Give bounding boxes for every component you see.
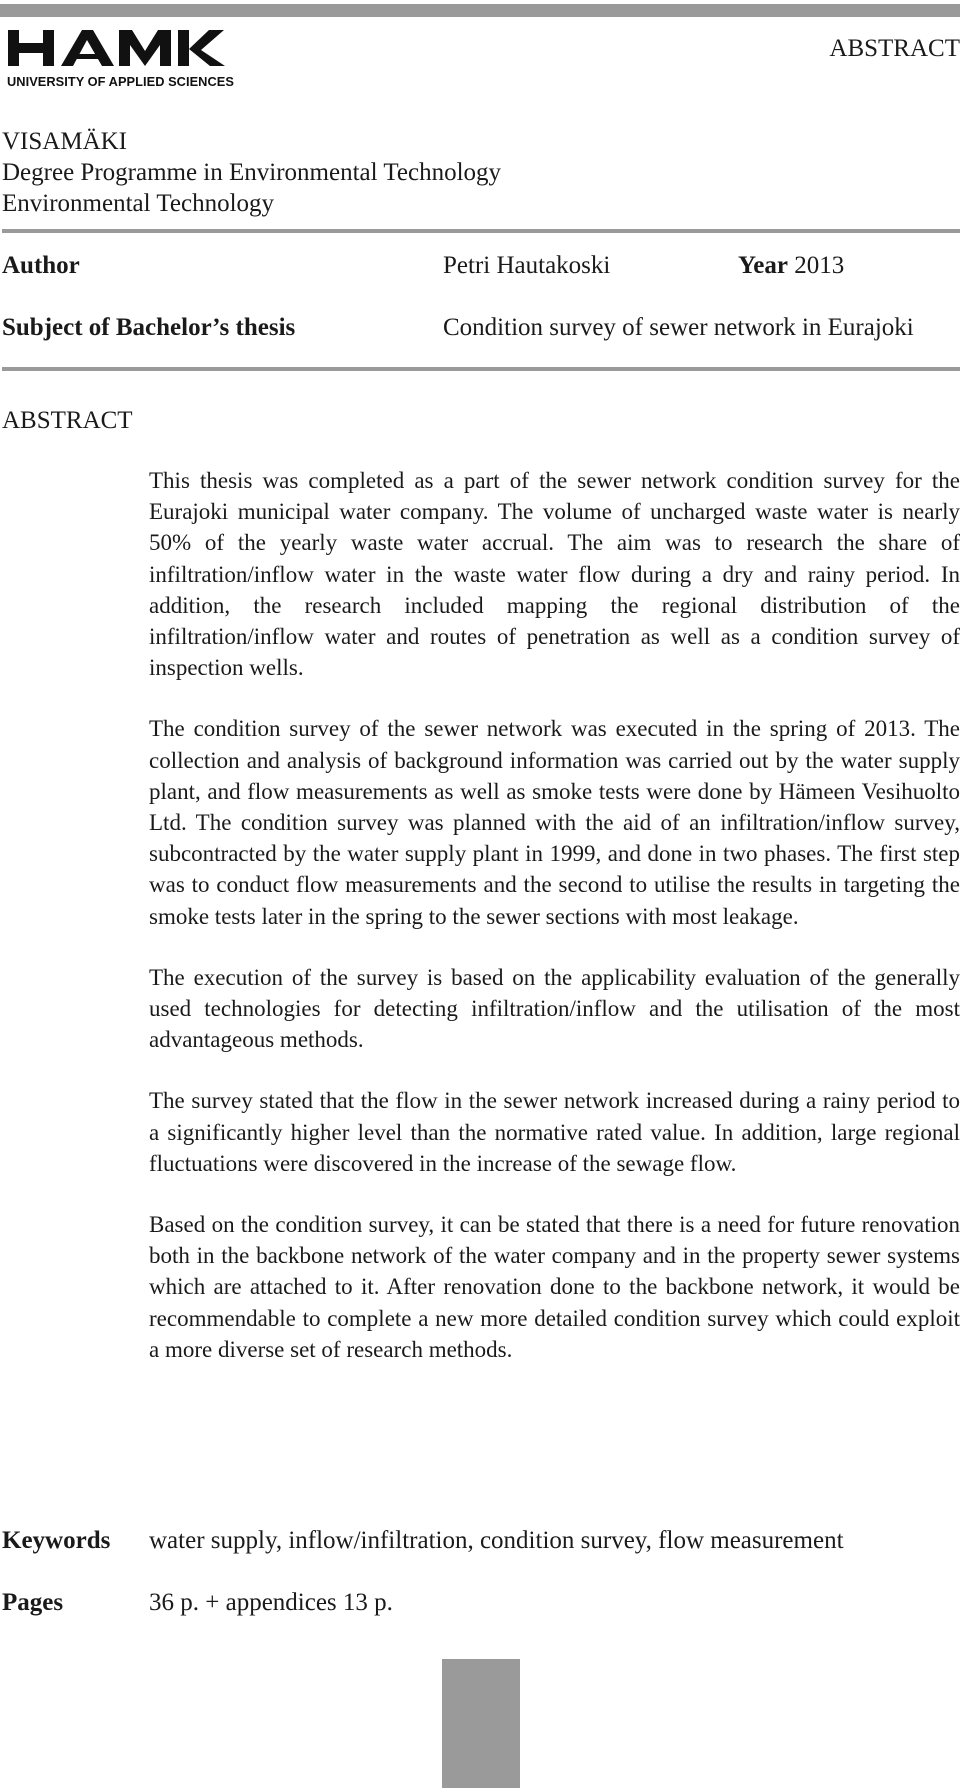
campus-name: VISAMÄKI	[2, 128, 127, 155]
year-field	[738, 252, 844, 280]
author-label: Author	[2, 252, 80, 279]
year-label: Year	[738, 252, 788, 279]
divider-top	[2, 229, 960, 233]
degree-programme: Degree Programme in Environmental Technology	[2, 159, 502, 186]
pages-label: Pages	[2, 1589, 64, 1616]
footer-gray-block	[442, 1659, 520, 1788]
logo-subtitle: UNIVERSITY OF APPLIED SCIENCES	[7, 74, 234, 89]
hamk-logo	[5, 27, 255, 91]
abstract-paragraph: The survey stated that the flow in the sewer network increased during a rainy period to a significantly higher level than the normative rated value. In addition, large regional fluctuations were discovered in the increase of the sewage flow.	[149, 1088, 960, 1176]
divider-bottom	[2, 367, 960, 371]
abstract-paragraph: The condition survey of the sewer network was executed in the spring of 2013. The collection and analysis of background information was carried out by the water supply plant, and flow measurements as well as smoke tests were done by Hämeen Vesihuolto Ltd. The condition survey was planned with the aid of an infiltration/inflow survey, subcontracted by the water supply plant in 1999, and done in two phases. The first step was to conduct flow measurements and the second to utilise the results in targeting the smoke tests later in the spring to the sewer sections with most leakage.	[149, 716, 960, 929]
abstract-paragraph: This thesis was completed as a part of the sewer network condition survey for the Eurajoki municipal water company. The volume of uncharged waste water is nearly 50% of the yearly waste water accrual. The aim was to research the share of infiltration/inflow water in the waste water flow during a dry and rainy period. In addition, the research included mapping the regional distribution of the infiltration/inflow water and routes of penetration as well as a condition survey of inspection wells.	[149, 468, 960, 681]
year-value: 2013	[794, 252, 845, 279]
abstract-paragraph: The execution of the survey is based on the applicability evaluation of the generally used technologies for detecting infiltration/inflow and the utilisation of the most advantageous methods.	[149, 964, 960, 1053]
header-abstract-label: ABSTRACT	[829, 35, 960, 62]
abstract-paragraph: Based on the condition survey, it can be stated that there is a need for future renovation both in the backbone network of the water company and in the property sewer systems which are attached to it. After renovation done to the backbone network, it would be recommendable to complete a new more detailed condition survey which could exploit a more diverse set of research methods.	[149, 1212, 960, 1362]
abstract-title: ABSTRACT	[2, 407, 133, 434]
keywords-label: Keywords	[2, 1527, 111, 1554]
subject-label: Subject of Bachelor’s thesis	[2, 314, 296, 341]
specialisation: Environmental Technology	[2, 190, 275, 217]
subject-value: Condition survey of sewer network in Eurajoki	[443, 314, 914, 341]
keywords-value: water supply, inflow/infiltration, condition survey, flow measurement	[149, 1527, 844, 1554]
top-rule-bar	[0, 4, 960, 17]
abstract-body	[149, 465, 960, 1395]
author-value: Petri Hautakoski	[443, 252, 611, 279]
pages-value: 36 p. + appendices 13 p.	[149, 1589, 393, 1616]
hamk-logo-wordmark	[5, 27, 245, 69]
institution-block	[2, 126, 501, 219]
